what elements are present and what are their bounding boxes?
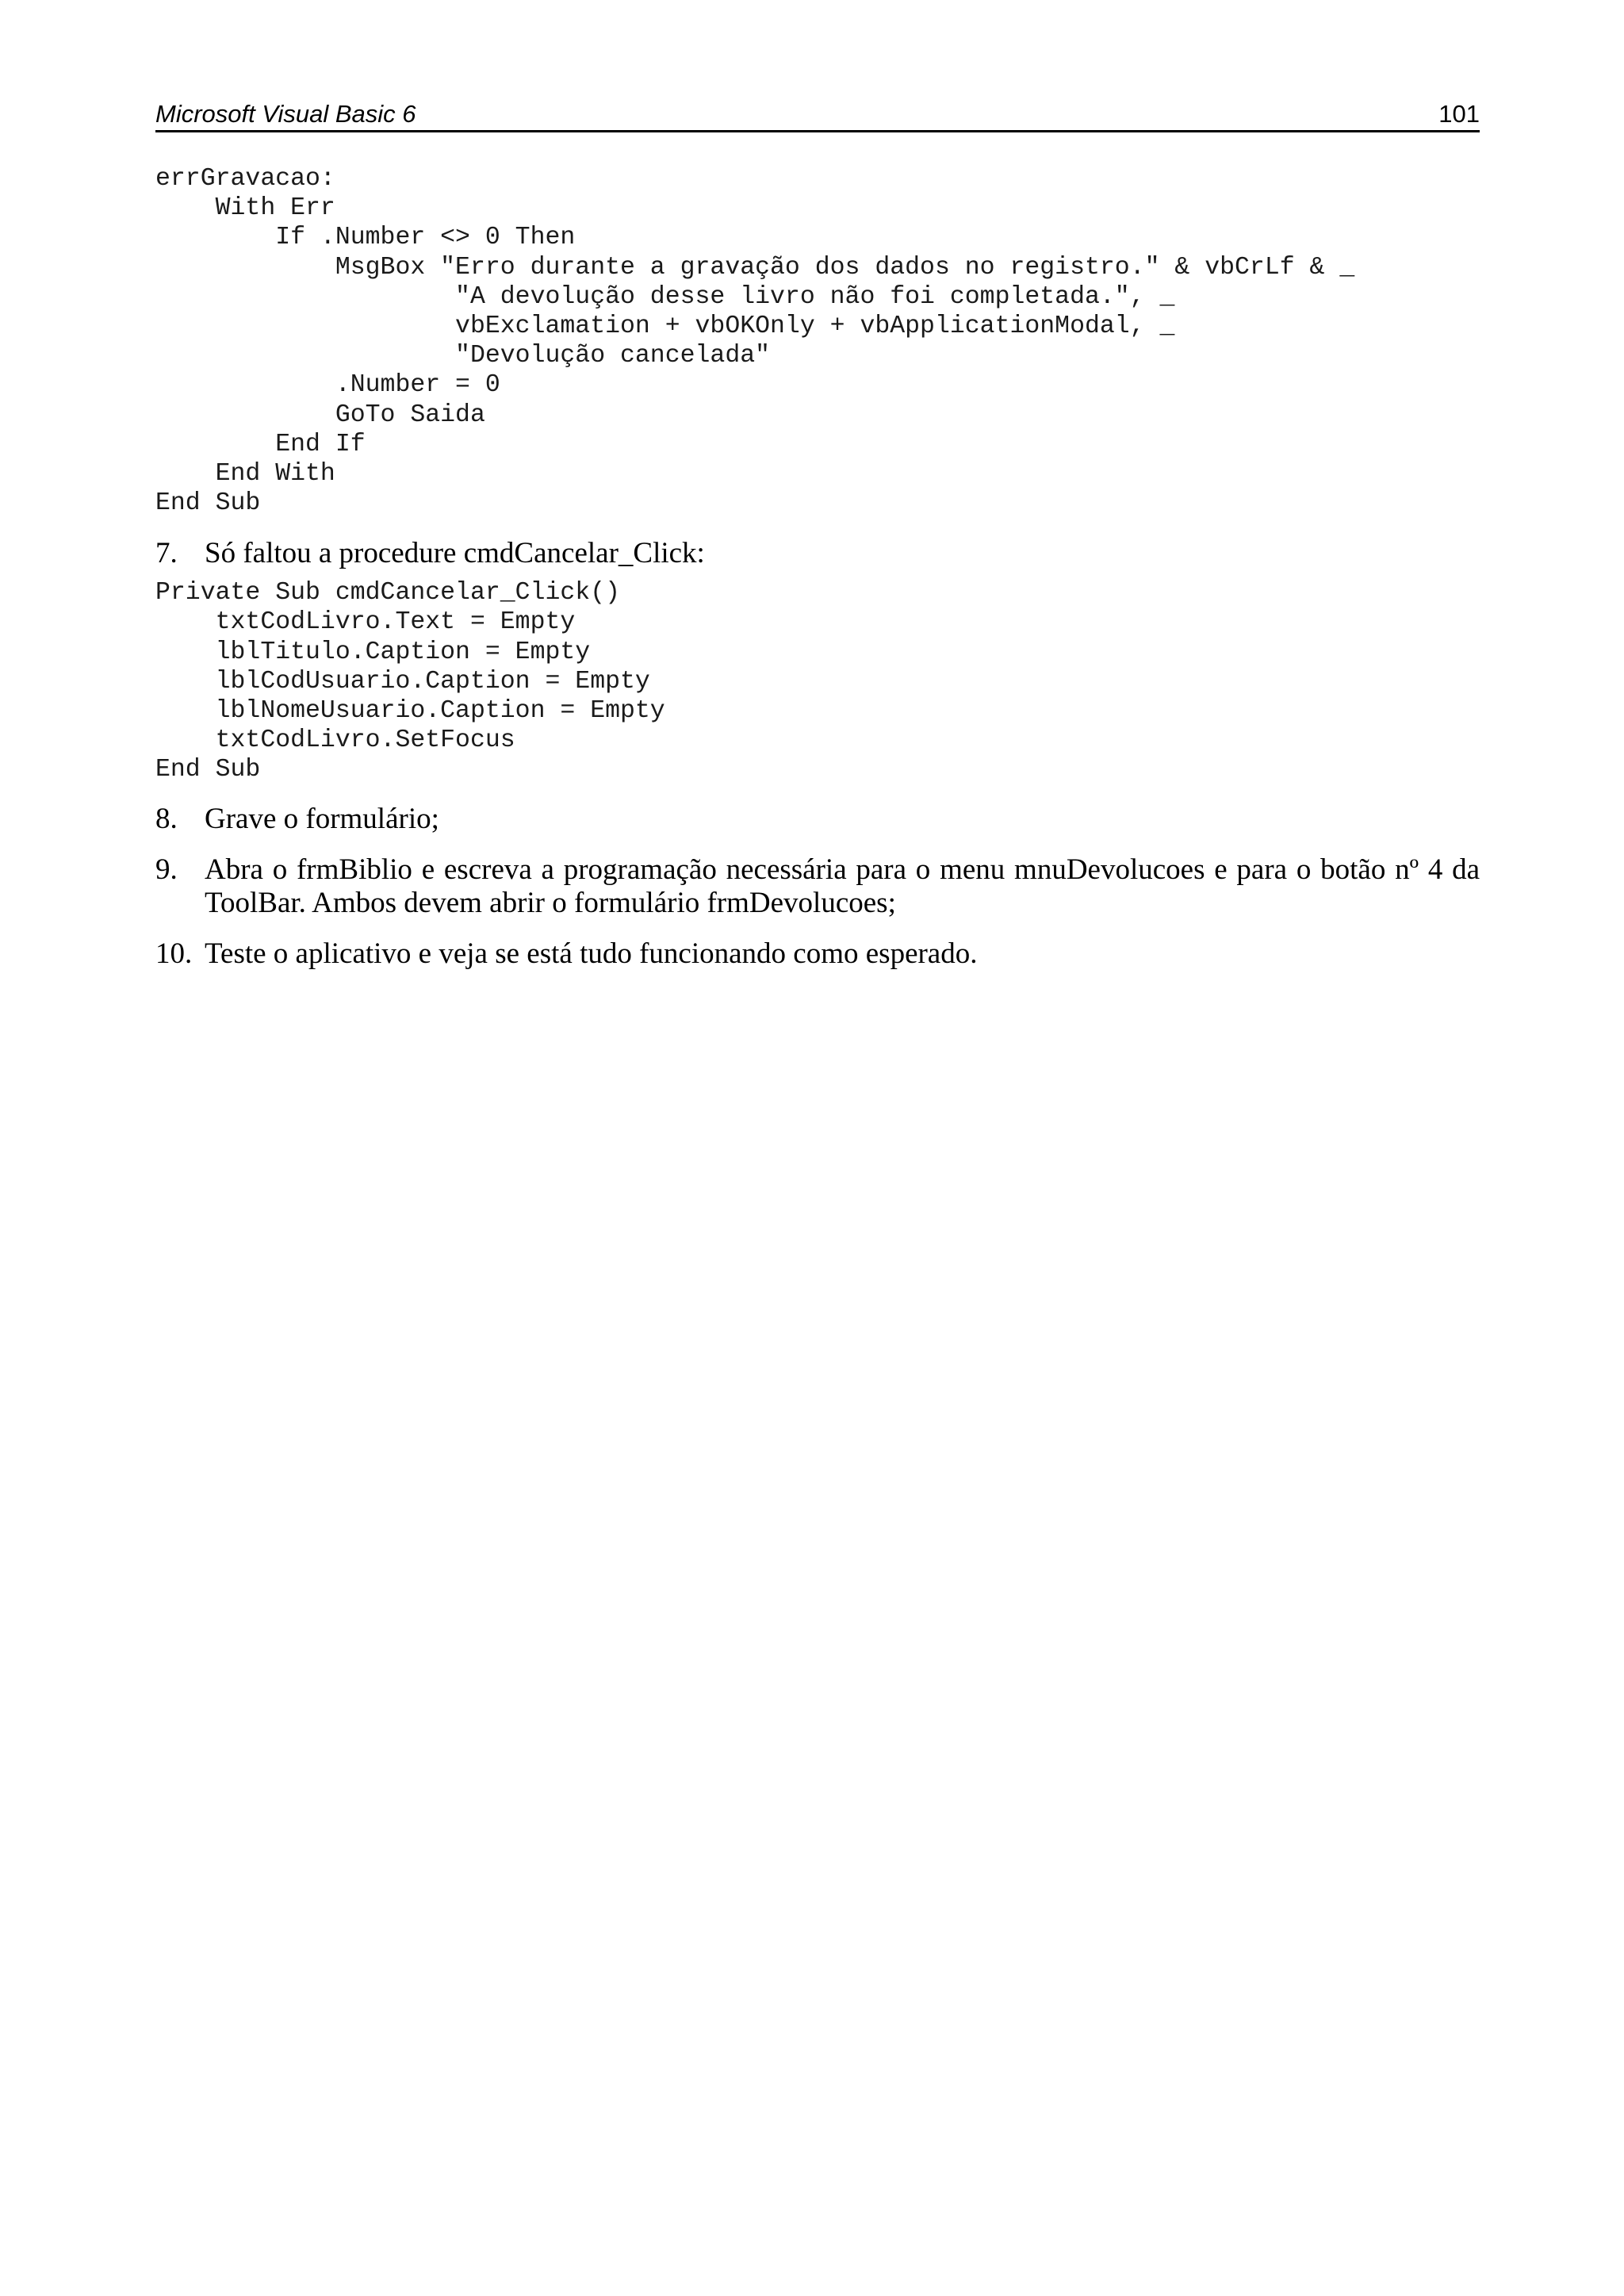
code-line: "Devolução cancelada" [155,342,771,370]
code-line: End With [155,459,335,488]
code-line: lblTitulo.Caption = Empty [155,638,591,666]
step-text: Abra o frmBiblio e escreva a programação necessária para o menu mnuDevolucoes e para o botão nº 4 da ToolBar. Ambos devem abrir o formulário frmDevolucoes; [205,853,1480,919]
code-line: vbExclamation + vbOKOnly + vbApplicationModal, _ [155,312,1175,340]
code-line: GoTo Saida [155,401,485,429]
code-line: txtCodLivro.SetFocus [155,726,515,755]
code-line: MsgBox "Erro durante a gravação dos dados no registro." & vbCrLf & _ [155,253,1355,282]
code-line: End Sub [155,489,261,518]
code-block-error-handler [155,164,1480,518]
code-line: Private Sub cmdCancelar_Click() [155,579,620,608]
code-line: "A devolução desse livro não foi completada.", _ [155,282,1175,311]
page-number: 101 [1438,100,1480,128]
code-line: txtCodLivro.Text = Empty [155,608,576,637]
document-page [155,94,1480,971]
step-text: Só faltou a procedure cmdCancelar_Click: [205,537,705,570]
code-line: lblCodUsuario.Caption = Empty [155,667,650,696]
header-title: Microsoft Visual Basic 6 [155,100,416,128]
step-number: 8. [155,802,178,835]
code-line: End If [155,430,366,458]
steps-list-part-1 [155,537,1480,570]
code-line: errGravacao: [155,165,335,193]
step-text: Grave o formulário; [205,802,439,835]
step-item [155,853,1480,920]
step-item [155,537,1480,570]
code-line: lblNomeUsuario.Caption = Empty [155,697,665,725]
step-number: 10. [155,937,193,970]
code-line: .Number = 0 [155,371,500,400]
steps-list-part-2 [155,803,1480,971]
code-line: If .Number <> 0 Then [155,224,576,252]
step-text: Teste o aplicativo e veja se está tudo funcionando como esperado. [205,937,978,970]
step-number: 9. [155,853,178,886]
step-item [155,803,1480,836]
step-item [155,937,1480,971]
code-block-cancel-click [155,578,1480,784]
code-line: End Sub [155,756,261,784]
running-header [155,94,1480,132]
code-line: With Err [155,194,335,223]
step-number: 7. [155,537,178,570]
